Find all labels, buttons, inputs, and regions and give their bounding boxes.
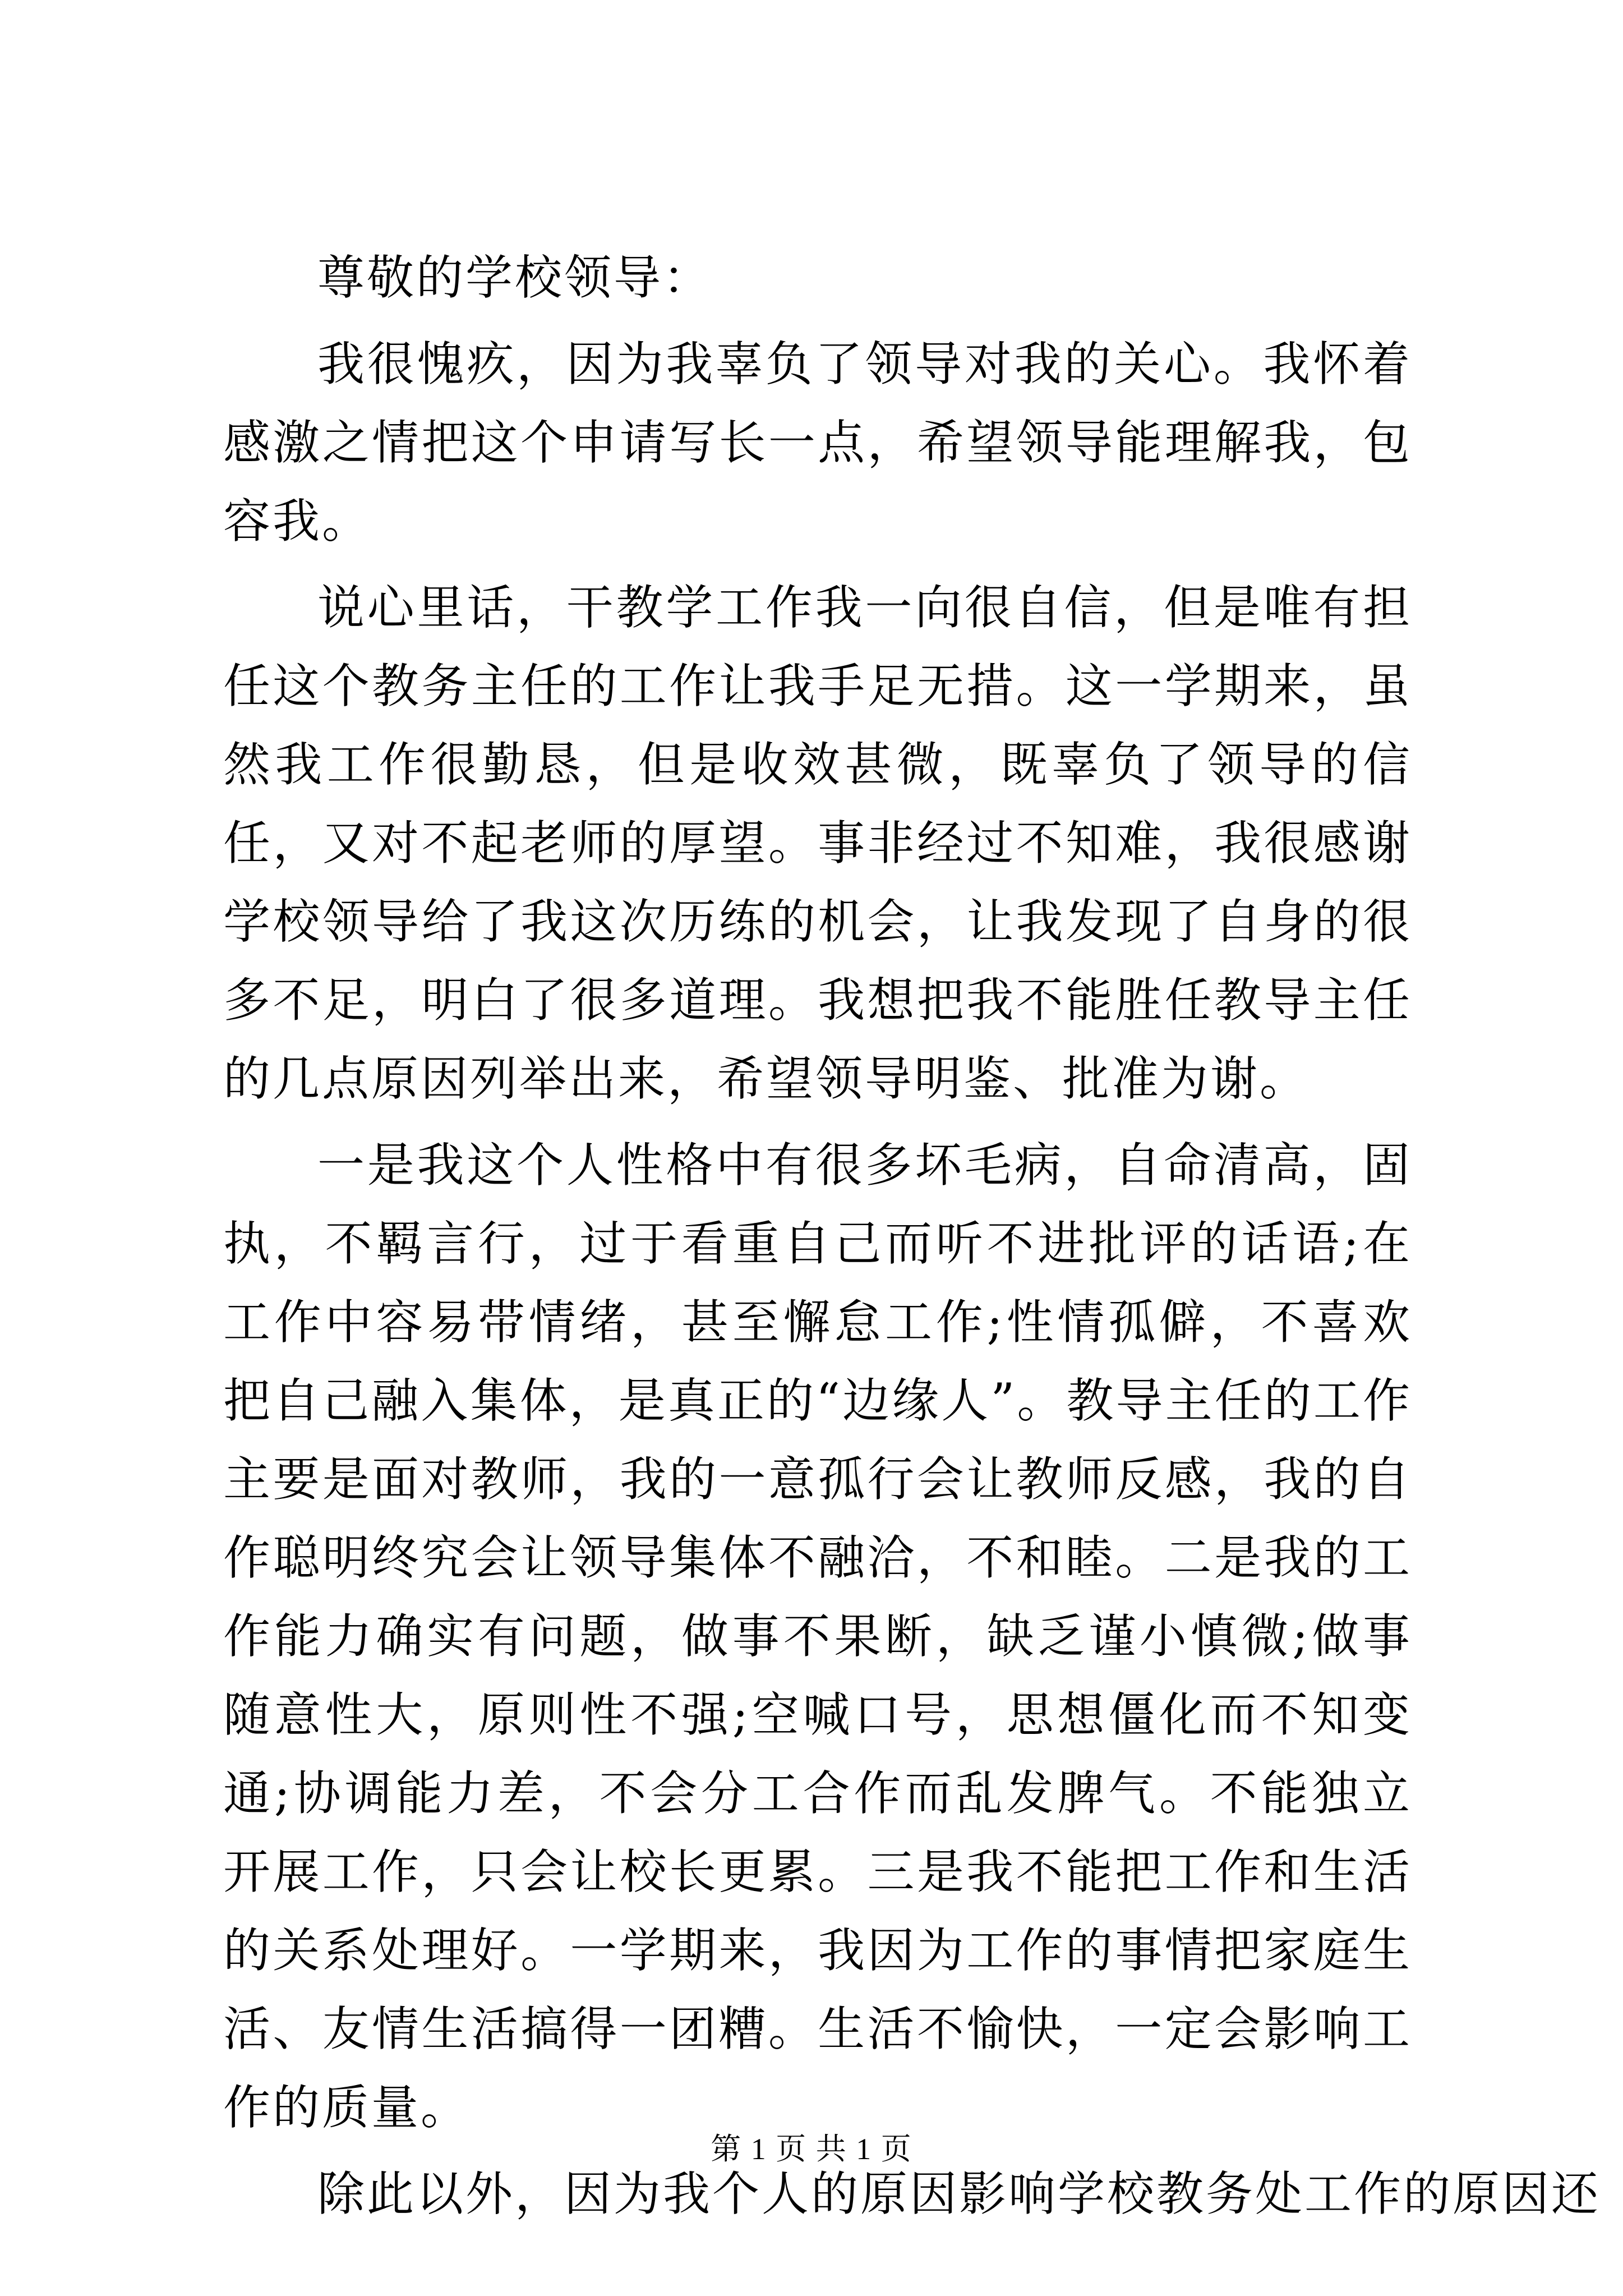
page-number-footer: 第 1 页 共 1 页 xyxy=(711,2132,912,2166)
paragraph-4-partial: 除此以外，因为我个人的原因影响学校教务处工作的原因还 xyxy=(317,2166,1601,2221)
paragraph-3: 一是我这个人性格中有很多坏毛病，自命清高，固执，不羁言行，过于看重自己而听不进批评的话语;在工作中容易带情绪，甚至懈怠工作;性情孤僻，不喜欢把自己融入集体，是真正的“边缘人”。教导主任的工作主要是面对教师，我的一意孤行会让教师反感，我的自作聪明终究会让领导集体不融洽，不和睦。二是我的工作能力确实有问题，做事不果断，缺乏谨小慎微;做事随意性大，原则性不强;空喊口号，思想僵化而不知变通;协调能力差，不会分工合作而乱发脾气。不能独立开展工作，只会让校长更累。三是我不能把工作和生活的关系处理好。一学期来，我因为工作的事情把家庭生活、友情生活搞得一团糟。生活不愉快，一定会影响工作的质量。 xyxy=(223,1138,1412,2135)
paragraph-1: 我很愧疚，因为我辜负了领导对我的关心。我怀着感激之情把这个申请写长一点，希望领导能理解我，包容我。 xyxy=(223,337,1412,549)
salutation: 尊敬的学校领导： xyxy=(317,250,713,305)
paragraph-2: 说心里话，干教学工作我一向很自信，但是唯有担任这个教务主任的工作让我手足无措。这一学期来，虽然我工作很勤恳，但是收效甚微，既辜负了领导的信任，又对不起老师的厚望。事非经过不知难，我很感谢学校领导给了我这次历练的机会，让我发现了自身的很多不足，明白了很多道理。我想把我不能胜任教导主任的几点原因列举出来，希望领导明鉴、批准为谢。 xyxy=(223,580,1412,1106)
document-body xyxy=(223,238,1601,2233)
